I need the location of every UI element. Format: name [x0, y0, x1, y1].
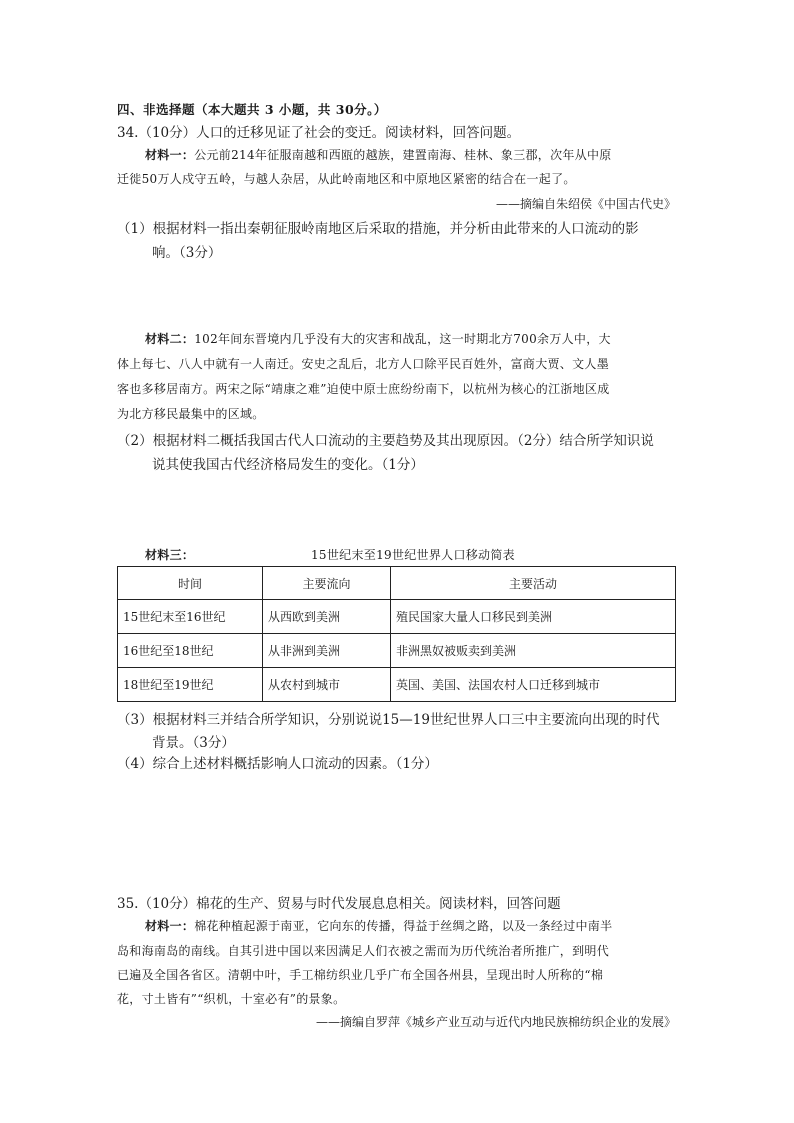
q34-material-2-line-1: 材料二：102年间东晋境内几乎没有大的灾害和战乱，这一时期北方700余万人中，大	[145, 332, 611, 346]
table-title: 15世纪末至19世纪世界人口移动简表	[311, 548, 515, 562]
q34-subquestion-2-line-2: 说其使我国古代经济格局发生的变化。（1分）	[152, 457, 424, 473]
q34-material-1-line-2: 迁徙50万人戍守五岭，与越人杂居，从此岭南地区和中原地区紧密的结合在一起了。	[117, 172, 576, 186]
population-movement-table	[117, 566, 676, 702]
table-row	[118, 600, 676, 634]
q34-subquestion-3-line-1: （3）根据材料三并结合所学知识，分别说说15—19世纪世界人口三中主要流向出现的时代	[117, 712, 660, 728]
table-header-row	[118, 567, 676, 600]
q34-subquestion-3-line-2: 背景。（3分）	[152, 735, 235, 751]
q35-material-1-line-1: 材料一：棉花种植起源于南亚，它向东的传播，得益于丝绸之路，以及一条经过中南半	[145, 919, 613, 933]
q34-material-1-line-1: 材料一：公元前214年征服南越和西瓯的越族，建置南海、桂林、象三郡，次年从中原	[145, 148, 612, 162]
q35-material-1-line-4: 花，寸土皆有”“织机，十室必有”的景象。	[117, 992, 346, 1006]
q34-material-3-label: 材料三：	[145, 548, 195, 562]
question-35-heading: 35.（10分）棉花的生产、贸易与时代发展息息相关。阅读材料，回答问题	[117, 896, 561, 912]
q34-subquestion-1-line-1: （1）根据材料一指出秦朝征服岭南地区后采取的措施，并分析由此带来的人口流动的影	[117, 221, 639, 237]
q34-material-2-line-4: 为北方移民最集中的区域。	[117, 407, 265, 421]
q35-material-1-line-3: 已遍及全国各省区。清朝中叶，手工棉纺织业几乎广布全国各州县，呈现出时人所称的“棉	[117, 968, 604, 982]
table-cell: 从西欧到美洲	[263, 600, 391, 634]
question-34-heading: 34.（10分）人口的迁移见证了社会的变迁。阅读材料，回答问题。	[117, 125, 521, 141]
q34-material-2-line-3: 客也多移居南方。两宋之际“靖康之难”迫使中原士庶纷纷南下，以杭州为核心的江浙地区成	[117, 382, 610, 396]
table-cell: 18世纪至19世纪	[118, 668, 263, 702]
q34-material-1-source: ——摘编自朱绍侯《中国古代史》	[495, 197, 676, 211]
q35-material-1-source: ——摘编自罗萍《城乡产业互动与近代内地民族棉纺织企业的发展》	[315, 1015, 676, 1029]
q34-subquestion-4: （4）综合上述材料概括影响人口流动的因素。（1分）	[117, 756, 438, 772]
q34-material-1-label: 材料一：	[145, 148, 195, 162]
table-cell: 非洲黑奴被贩卖到美洲	[391, 634, 676, 668]
table-row	[118, 634, 676, 668]
table-cell: 16世纪至18世纪	[118, 634, 263, 668]
table-cell: 殖民国家大量人口移民到美洲	[391, 600, 676, 634]
q34-material-2-label: 材料二：	[145, 332, 195, 346]
q34-subquestion-1-line-2: 响。（3分）	[152, 245, 222, 261]
table-cell: 从非洲到美洲	[263, 634, 391, 668]
table-cell: 英国、美国、法国农村人口迁移到城市	[391, 668, 676, 702]
section-title: 四、非选择题（本大题共 3 小题，共 30分。）	[117, 102, 387, 117]
q34-material-2-line-2: 体上每七、八人中就有一人南迁。安史之乱后，北方人口除平民百姓外，富商大贾、文人墨	[117, 357, 610, 371]
table-header-cell: 主要流向	[263, 567, 391, 600]
q34-subquestion-2-line-1: （2）根据材料二概括我国古代人口流动的主要趋势及其出现原因。（2分）结合所学知识说	[117, 433, 654, 449]
q35-material-1-line-2: 岛和海南岛的南线。自其引进中国以来因满足人们衣被之需而为历代统治者所推广，到明代	[117, 944, 610, 958]
table-cell: 从农村到城市	[263, 668, 391, 702]
q35-material-1-label: 材料一：	[145, 919, 195, 933]
table-header-cell: 时间	[118, 567, 263, 600]
table-header-cell: 主要活动	[391, 567, 676, 600]
table-row	[118, 668, 676, 702]
table-cell: 15世纪末至16世纪	[118, 600, 263, 634]
